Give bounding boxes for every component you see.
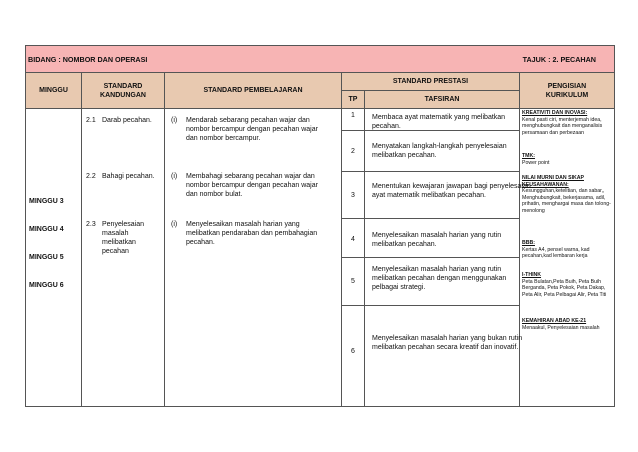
tp-cell: 4: [342, 219, 365, 258]
header-tp: TP: [342, 91, 365, 109]
tp-cell: 1: [342, 109, 365, 131]
tp-cell: 6: [342, 306, 365, 407]
minggu-5: MINGGU 5: [29, 254, 64, 261]
tafsiran-cell: Menyelesaikan masalah harian yang bukan rutin melibatkan pecahan secara kreatif dan inovatif.: [365, 306, 520, 407]
tafsiran-cell: Membaca ayat matematik yang melibatkan pecahan.: [365, 109, 520, 131]
kurikulum-bbb: BBB: Kertas A4, pensel warna, kad pecahan,kad lembaran kerja: [522, 240, 590, 260]
standard-pembelajaran-column: (i) Mendarab sebarang pecahan wajar dan nombor bercampur dengan pecahan wajar dan nombor bercampur. (i) Membahagi sebarang pecahan wajar dan nombor bercampur dengan pecahan wajar dan nombor bulat. (i) Menyelesaikan masalah harian yang melibatkan pendaraban dan pembahagian pecahan.: [165, 109, 342, 407]
header-standard-prestasi: STANDARD PRESTASI: [342, 73, 520, 91]
header-tafsiran: TAFSIRAN: [365, 91, 520, 109]
header-minggu: MINGGU: [26, 73, 82, 109]
tafsiran-cell: Menyelesaikan masalah harian yang rutin melibatkan pecahan dengan menggunakan pelbagai strategi.: [365, 258, 520, 306]
kurikulum-kreativiti: KREATIVITI DAN INOVASI: Kenal pasti ciri, menterjemah idea, menghubungkait dan menganalisis persamaan dan perbezaan: [522, 110, 603, 136]
pengisian-kurikulum-column: [520, 109, 614, 407]
tajuk-label: TAJUK : 2. PECAHAN: [522, 55, 596, 64]
header-pengisian-kurikulum: PENGISIAN KURIKULUM: [520, 73, 614, 109]
minggu-column: [26, 109, 82, 407]
tp-cell: 3: [342, 172, 365, 219]
header-standard-kandungan: STANDARD KANDUNGAN: [82, 73, 165, 109]
tafsiran-cell: Menyatakan langkah-langkah penyelesaian melibatkan pecahan.: [365, 131, 520, 172]
tafsiran-cell: Menentukan kewajaran jawapan bagi penyelesaian ayat matematik melibatkan pecahan.: [365, 172, 520, 219]
kurikulum-tmk: TMK: Power point: [522, 153, 550, 166]
standard-kandungan-column: 2.1 Darab pecahan. 2.2 Bahagi pecahan. 2.3 Penyelesaian masalah melibatkan pecahan: [82, 109, 165, 407]
tp-cell: 2: [342, 131, 365, 172]
header-standard-pembelajaran: STANDARD PEMBELAJARAN: [165, 73, 342, 109]
kurikulum-nilai-murni: NILAI MURNI DAN SIKAP KEUSAHAWANAN: Kesungguhan,ketelitian, dan sabar,, Menghubungkait, bekerjasama, adil, prihatin, menghargai masa dan tolong-menolong: [522, 175, 611, 214]
kurikulum-i-think: I-THINK Peta Bulatan,Peta Buih, Peta Buih Berganda, Peta Pokok, Peta Dakap, Peta Alir, Peta Pelbagai Alir, Peta Titi: [522, 272, 607, 298]
tp-cell: 5: [342, 258, 365, 306]
scheme-of-work-table: [25, 45, 615, 407]
topic-banner: [26, 46, 614, 73]
minggu-3: MINGGU 3: [29, 198, 64, 205]
bidang-label: BIDANG : NOMBOR DAN OPERASI: [28, 55, 148, 64]
kurikulum-abad-21: KEMAHIRAN ABAD KE-21 Menaakul, Penyelesaian masalah: [522, 318, 600, 331]
minggu-4: MINGGU 4: [29, 226, 64, 233]
tafsiran-cell: Menyelesaikan masalah harian yang rutin melibatkan pecahan.: [365, 219, 520, 258]
minggu-6: MINGGU 6: [29, 282, 64, 289]
